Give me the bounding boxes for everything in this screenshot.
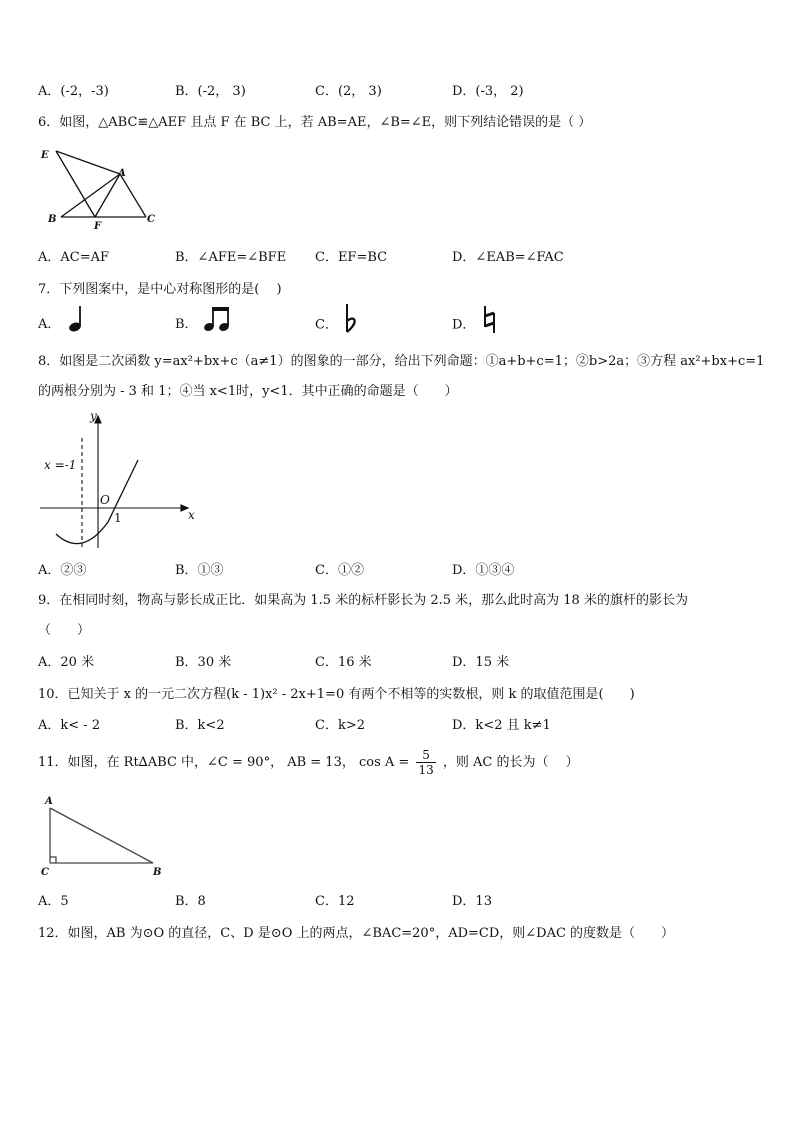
- q10-stem: 10．已知关于 x 的一元二次方程(k - 1)x² - 2x+1=0 有两个不相等的实数根，则 k 的取值范围是( ): [38, 687, 635, 702]
- q8-label-one: 1: [114, 511, 122, 525]
- q11-fraction-denominator: 13: [418, 763, 434, 777]
- q8-label-origin: O: [100, 493, 110, 507]
- q8-option-a: A．②③: [38, 563, 87, 578]
- q10-option-b: B．k<2: [175, 718, 225, 733]
- q11-fraction: [416, 748, 435, 777]
- q11-option-c: C．12: [315, 894, 355, 909]
- q5-option-d: D．(-3， 2): [452, 84, 524, 99]
- q6-stem: 6．如图，△ABC≌△AEF 且点 F 在 BC 上，若 AB=AE，∠B=∠E，则下列结论错误的是（ ）: [38, 115, 592, 130]
- q5-options: [38, 82, 758, 102]
- q8-option-c: C．①②: [315, 563, 364, 578]
- q8-stem-line2: 的两根分别为 - 3 和 1；④当 x<1时，y<1．其中正确的命题是（ ）: [38, 384, 458, 399]
- q7-stem: 7．下列图案中，是中心对称图形的是( ): [38, 282, 282, 297]
- q10-option-d: D．k<2 且 k≠1: [452, 718, 551, 733]
- q6-triangle-figure: [38, 143, 163, 233]
- q10-option-a: A．k< - 2: [38, 718, 101, 733]
- q8-label-axis-line: x =-1: [44, 458, 77, 472]
- q9-option-a: A．20 米: [38, 655, 95, 670]
- q8-option-d: D．①③④: [452, 563, 515, 578]
- q9-option-d: D．15 米: [452, 655, 510, 670]
- q6-option-b: B．∠AFE=∠BFE: [175, 250, 287, 265]
- q7-option-b: B．: [175, 315, 232, 335]
- quarter-note-icon: [65, 304, 87, 334]
- natural-sign-icon: [480, 303, 500, 335]
- q8-label-x: x: [188, 508, 195, 522]
- q12-stem: 12．如图，AB 为⊙O 的直径，C、D 是⊙O 上的两点，∠BAC=20°，AD=CD，则∠DAC 的度数是（ ）: [38, 926, 675, 941]
- q7-options: [38, 315, 758, 335]
- q7-option-d: D．: [452, 315, 500, 336]
- q5-option-a: A．(-2，-3): [38, 84, 109, 99]
- q5-option-c: C．(2， 3): [315, 84, 382, 99]
- q11-fraction-numerator: 5: [416, 748, 435, 763]
- q9-option-c: C．16 米: [315, 655, 372, 670]
- q11-option-b: B．8: [175, 894, 206, 909]
- q11-stem-before: 11．如图，在 Rt∆ABC 中，∠C = 90°， AB = 13， cos A =: [38, 755, 410, 770]
- q8-stem-line1: 8．如图是二次函数 y=ax²+bx+c（a≠1）的图象的一部分，给出下列命题：①a+b+c=1；②b>2a；③方程 ax²+bx+c=1: [38, 354, 765, 369]
- q6-option-a: A．AC=AF: [38, 250, 110, 265]
- q7-option-a: A．: [38, 315, 87, 335]
- q5-option-b: B．(-2， 3): [175, 84, 246, 99]
- q11-stem-after: ，则 AC 的长为（ ）: [442, 755, 579, 770]
- flat-sign-icon: [342, 303, 362, 335]
- q11-label-a: A: [45, 796, 53, 807]
- q6-label-e: E: [41, 150, 49, 161]
- q8-options: [38, 561, 758, 581]
- q7-option-c: C．: [315, 315, 362, 336]
- beamed-eighth-notes-icon: [202, 304, 232, 334]
- q9-options: [38, 653, 758, 673]
- q8-parabola-graph: [38, 408, 203, 553]
- q11-option-a: A．5: [38, 894, 69, 909]
- q6-option-c: C．EF=BC: [315, 250, 388, 265]
- q9-stem-line1: 9．在相同时刻，物高与影长成正比．如果高为 1.5 米的标杆影长为 2.5 米，那么此时高为 18 米的旗杆的影长为: [38, 593, 688, 608]
- q6-label-f: F: [94, 221, 102, 232]
- q6-option-d: D．∠EAB=∠FAC: [452, 250, 564, 265]
- q11-option-d: D．13: [452, 894, 492, 909]
- q6-options: [38, 248, 758, 268]
- q11-label-c: C: [41, 867, 49, 878]
- q6-label-c: C: [147, 214, 155, 225]
- q11-label-b: B: [153, 867, 162, 878]
- q10-option-c: C．k>2: [315, 718, 365, 733]
- q6-label-a: A: [118, 168, 126, 179]
- q9-stem-line2: （ ）: [38, 623, 91, 638]
- q10-options: [38, 716, 758, 736]
- q9-option-b: B．30 米: [175, 655, 232, 670]
- q11-options: [38, 892, 758, 912]
- q8-option-b: B．①③: [175, 563, 224, 578]
- q8-label-y: y: [90, 409, 97, 423]
- q11-right-triangle-figure: [38, 792, 168, 882]
- q6-label-b: B: [48, 214, 57, 225]
- q11-stem: [38, 748, 579, 778]
